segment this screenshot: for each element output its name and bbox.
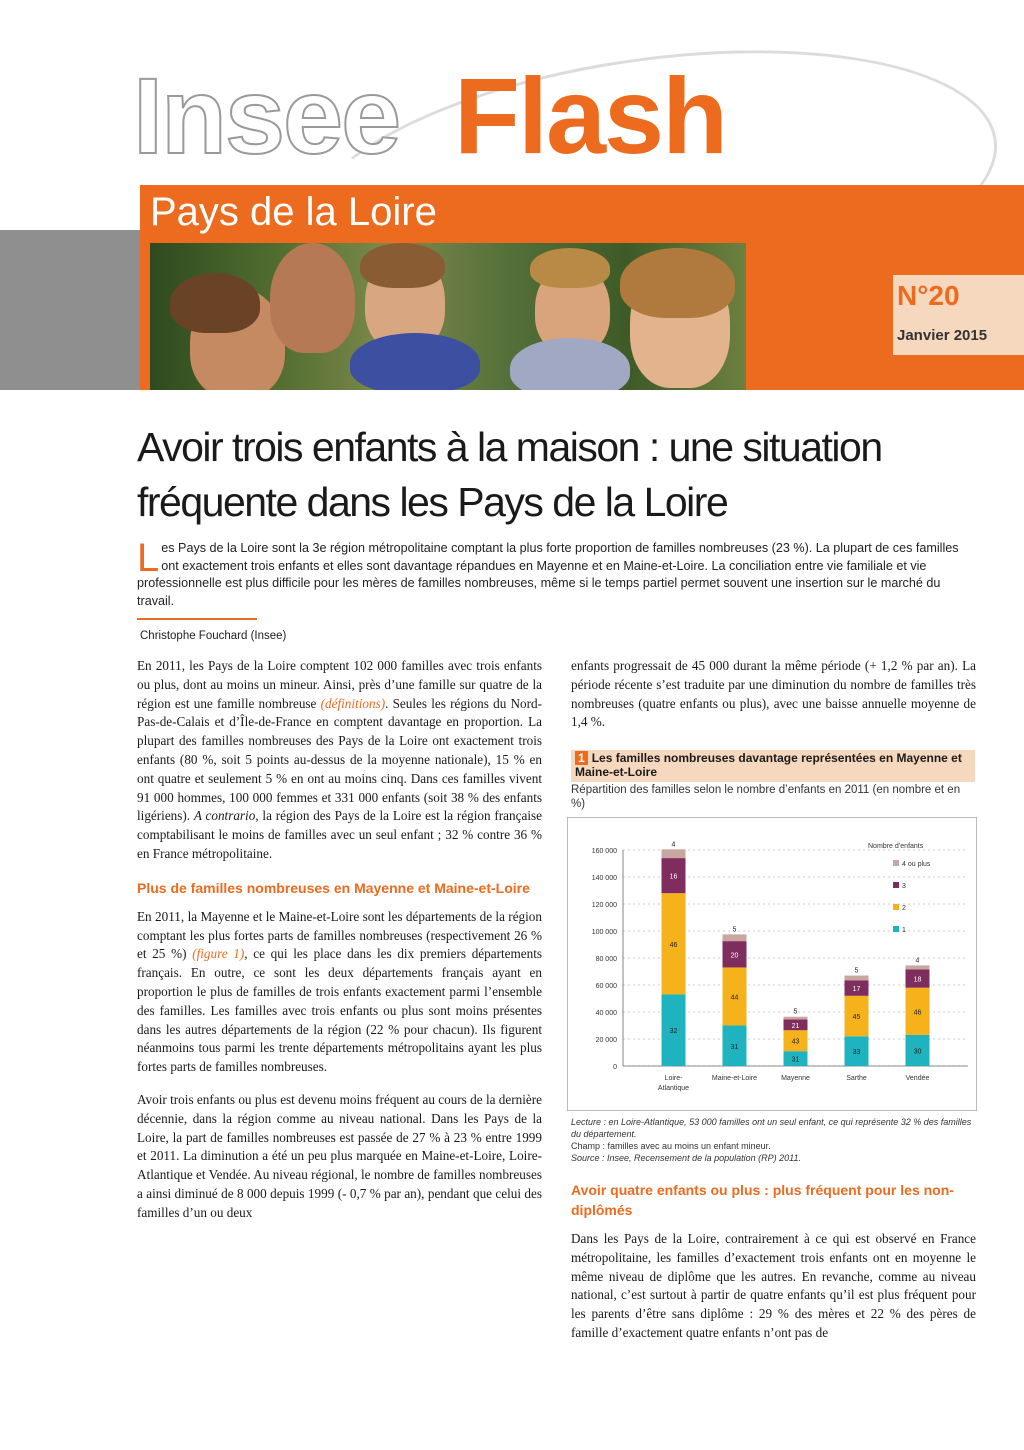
x-tick-label: Loire-Atlantique — [657, 1075, 690, 1092]
legend-swatch — [893, 860, 899, 866]
x-tick-label: Mayenne — [781, 1075, 810, 1082]
legend-title: Nombre d’enfants — [868, 843, 924, 850]
right-column — [571, 657, 976, 746]
data-label: 31 — [791, 1056, 800, 1064]
left-p1-text-a: En 2011, les Pays de la Loire comptent 102 000 familles avec trois enfants ou plus, dont au moins un mineur. Ainsi, près d’une famille sur quatre de la région est une famille nombreuse — [137, 658, 542, 711]
brand-flash: Flash — [454, 55, 727, 176]
data-label: 21 — [791, 1022, 800, 1030]
definitions-link[interactable]: (définitions) — [320, 695, 386, 711]
data-label: 30 — [913, 1048, 922, 1056]
figure-1-link[interactable]: (figure 1) — [192, 946, 245, 962]
y-tick-label: 20 000 — [595, 1037, 617, 1044]
left-p2-text-b: , ce qui les place dans les dix premiers départements français. En outre, ce sont les deux départements français ayant en proportion le plus de familles de trois enfants exactement parmi l’ensemble des familles. Les familles avec trois enfants ou plus sont moins présentes dans les autres départements de la région (22 % pour chacun). Ils figurent néanmoins tous parmi les trente départements métropolitains ayant les plus fortes parts de familles nombreuses. — [137, 946, 543, 1075]
data-label: 4 — [671, 841, 676, 849]
data-label: 17 — [852, 986, 861, 994]
bar-segment — [662, 849, 686, 858]
author-name: Christophe Fouchard (Insee) — [140, 630, 287, 642]
legend-swatch — [893, 904, 899, 910]
note-lecture-text: en Loire-Atlantique, 53 000 familles ont un seul enfant, ce qui représente 32 % des familles du département. — [571, 1117, 972, 1139]
left-p2-text-a: En 2011, la Mayenne et le Maine-et-Loire sont les départements de la région comptant les plus fortes parts de familles nombreuses (respectivement 26 % et 25 %) — [137, 908, 542, 962]
note-lecture-label: Lecture : — [571, 1117, 607, 1127]
left-paragraph-1 — [137, 657, 542, 864]
issue-number: N°20 — [897, 280, 960, 311]
y-tick-label: 60 000 — [595, 983, 617, 990]
y-tick-label: 0 — [613, 1064, 617, 1071]
bar-segment — [845, 976, 869, 981]
article-title: Avoir trois enfants à la maison : une situation fréquente dans les Pays de la Loire — [137, 424, 882, 525]
note-champ: Champ : familles avec au moins un enfant mineur. — [571, 1141, 771, 1151]
right-paragraph-2: Dans les Pays de la Loire, contrairement à ce qui est observé en France métropolitaine, les familles d’exactement trois enfants ont en moyenne le même niveau de diplôme que les autres. En revanche, comme au niveau national, c’est surtout à partir de quatre enfants qu’il est plus fréquent pour les parents d’être sans diplôme : 29 % des mères et 22 % des pères de famille d’exactement quatre enfants n’ont pas de — [571, 1231, 976, 1340]
left-paragraph-2 — [137, 908, 542, 1077]
lead-text: es Pays de la Loire sont la 3e région métropolitaine comptant la plus forte proportion de familles nombreuses (23 %). La plupart de ces familles ont exactement trois enfants et elles sont davantage répandues en Mayenne et en Maine-et-Loire. La conciliation entre vie familiale et vie professionnelle est plus difficile pour les mères de familles nombreuses, même si le temps partiel permet souvent une insertion sur le marché du travail. — [137, 541, 959, 608]
brand-insee: Insee — [133, 55, 400, 176]
data-label: 5 — [732, 926, 737, 934]
section-heading-1: Plus de familles nombreuses en Mayenne et Maine-et-Loire — [137, 879, 530, 896]
legend-label: 3 — [902, 883, 906, 890]
figure-title — [571, 750, 975, 782]
note-source: Source : Insee, Recensement de la population (RP) 2011. — [571, 1153, 801, 1163]
data-label: 45 — [852, 1014, 861, 1022]
data-label: 4 — [915, 957, 920, 965]
bar-segment — [784, 1017, 808, 1020]
data-label: 46 — [913, 1009, 922, 1017]
y-tick-label: 160 000 — [591, 848, 617, 855]
section-heading-2: Avoir quatre enfants ou plus : plus fréquent pour les non-diplômés — [571, 1182, 954, 1218]
y-tick-label: 100 000 — [591, 929, 617, 936]
x-tick-label: Sarthe — [846, 1075, 867, 1082]
data-label: 20 — [730, 952, 739, 960]
left-p1-text-b: . Seules les régions du Nord-Pas-de-Calais et d’Île-de-France en comptent davantage en proportion. La plupart des familles nombreuses des Pays de la Loire ont exactement trois enfants (80 %, soit 5 points au-dessus de la moyenne nationale), 15 % en ont quatre et seulement 5 % en ont au moins cinq. Dans ces familles vivent 91 000 hommes, 100 000 femmes et 331 000 enfants (soit 38 % des enfants ligériens). — [137, 695, 542, 824]
region-name: Pays de la Loire — [150, 190, 437, 234]
legend-swatch — [893, 882, 899, 888]
family-photo — [150, 243, 746, 390]
figure-subtitle: Répartition des familles selon le nombre d’enfants en 2011 (en nombre et en %) — [571, 784, 961, 810]
data-label: 16 — [669, 873, 678, 881]
left-p1-italic: A contrario — [193, 808, 256, 824]
x-tick-label: Maine-et-Loire — [711, 1075, 758, 1082]
x-tick-label: Vendée — [905, 1075, 930, 1082]
legend-label: 2 — [902, 905, 906, 912]
chart-frame — [567, 817, 977, 1111]
data-label: 5 — [793, 1008, 798, 1016]
figure-title-text: Les familles nombreuses davantage représentées en Mayenne et Maine-et-Loire — [575, 751, 962, 779]
article-lead — [137, 536, 977, 610]
note-lecture — [571, 1116, 975, 1140]
data-label: 32 — [669, 1028, 678, 1036]
left-column — [137, 657, 542, 1237]
data-label: 5 — [854, 967, 859, 975]
bar-segment — [906, 965, 930, 969]
right-paragraph-1: enfants progressait de 45 000 durant la même période (+ 1,2 % par an). La période récente s’est traduite par une diminution du nombre de familles très nombreuses (quatre enfants ou plus), avec une baisse annuelle moyenne de 1,4 %. — [571, 658, 976, 730]
data-label: 43 — [791, 1038, 800, 1046]
left-p1-text-c: , la région des Pays de la Loire est la région française comptabilisant le moins de familles avec un seul enfant ; 32 % contre 36 % en France métropolitaine. — [137, 808, 542, 861]
data-label: 18 — [913, 976, 922, 984]
y-tick-label: 120 000 — [591, 902, 617, 909]
y-tick-label: 40 000 — [595, 1010, 617, 1017]
data-label: 31 — [730, 1043, 739, 1051]
figure-number: 1 — [575, 751, 588, 765]
y-tick-label: 80 000 — [595, 956, 617, 963]
y-tick-label: 140 000 — [591, 875, 617, 882]
left-paragraph-3: Avoir trois enfants ou plus est devenu moins fréquent au cours de la dernière décennie, dans la région comme au niveau national. Dans les Pays de la Loire, la part de familles nombreuses est passée de 27 % à 23 % entre 1999 et 2011. La diminution a été un peu plus marquée en Maine-et-Loire, Loire-Atlantique et Vendée. Au niveau régional, le nombre de familles nombreuses a ainsi diminué de 8 000 depuis 1999 (- 0,7 % par an), pendant que celui des familles d’un ou deux — [137, 1091, 542, 1220]
data-label: 33 — [852, 1049, 861, 1057]
issue-date: Janvier 2015 — [897, 327, 988, 344]
stacked-bar-chart — [568, 818, 976, 1110]
figure-notes — [571, 1116, 975, 1164]
lead-dropcap: L — [137, 536, 160, 580]
legend-label: 1 — [902, 927, 906, 934]
bar-segment — [723, 934, 747, 941]
author-rule — [137, 618, 257, 620]
data-label: 44 — [730, 994, 739, 1002]
legend-label: 4 ou plus — [902, 861, 931, 868]
legend-swatch — [893, 926, 899, 932]
right-column-lower — [571, 1180, 976, 1357]
data-label: 46 — [669, 941, 678, 949]
